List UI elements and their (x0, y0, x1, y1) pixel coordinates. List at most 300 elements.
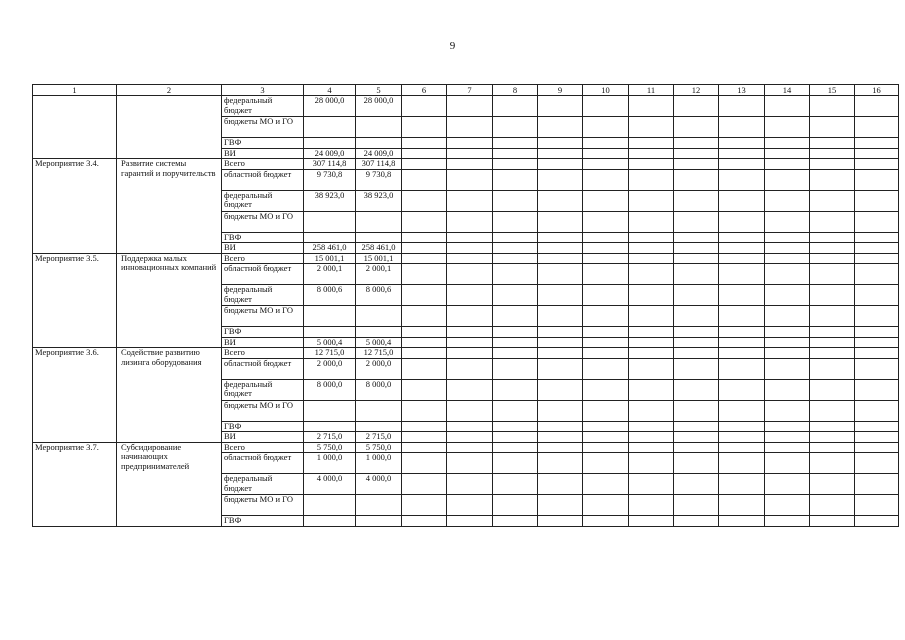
empty-cell (629, 337, 674, 348)
value-cell-col5: 38 923,0 (356, 190, 402, 211)
empty-cell (765, 285, 810, 306)
empty-cell (447, 96, 493, 117)
empty-cell (674, 253, 719, 264)
empty-cell (538, 400, 583, 421)
empty-cell (674, 243, 719, 254)
value-cell-col4: 5 750,0 (304, 442, 356, 453)
empty-cell (493, 495, 538, 516)
source-cell: федеральный бюджет (222, 96, 304, 117)
empty-cell (538, 358, 583, 379)
empty-cell (402, 400, 447, 421)
empty-cell (447, 159, 493, 170)
value-cell-col5 (356, 400, 402, 421)
empty-cell (583, 379, 629, 400)
empty-cell (810, 442, 855, 453)
empty-cell (493, 379, 538, 400)
empty-cell (538, 169, 583, 190)
value-cell-col4: 307 114,8 (304, 159, 356, 170)
empty-cell (855, 232, 899, 243)
empty-cell (538, 285, 583, 306)
source-cell: областной бюджет (222, 358, 304, 379)
value-cell-col4: 24 009,0 (304, 148, 356, 159)
empty-cell (719, 243, 765, 254)
empty-cell (719, 148, 765, 159)
empty-cell (719, 442, 765, 453)
empty-cell (810, 348, 855, 359)
event-name-cell: Развитие системы гарантий и поручительств (117, 159, 222, 254)
empty-cell (629, 264, 674, 285)
empty-cell (810, 306, 855, 327)
empty-cell (810, 495, 855, 516)
empty-cell (765, 495, 810, 516)
empty-cell (765, 243, 810, 254)
source-cell: Всего (222, 348, 304, 359)
value-cell-col4 (304, 516, 356, 527)
source-cell: федеральный бюджет (222, 285, 304, 306)
empty-cell (493, 285, 538, 306)
empty-cell (719, 253, 765, 264)
empty-cell (719, 327, 765, 338)
source-cell: Всего (222, 253, 304, 264)
empty-cell (674, 421, 719, 432)
source-cell: федеральный бюджет (222, 379, 304, 400)
empty-cell (855, 306, 899, 327)
empty-cell (810, 285, 855, 306)
funding-table (32, 84, 899, 527)
value-cell-col5: 2 715,0 (356, 432, 402, 443)
empty-cell (719, 138, 765, 149)
empty-cell (402, 138, 447, 149)
empty-cell (674, 285, 719, 306)
value-cell-col4: 9 730,8 (304, 169, 356, 190)
source-cell: ГВФ (222, 516, 304, 527)
empty-cell (493, 148, 538, 159)
value-cell-col5: 4 000,0 (356, 474, 402, 495)
empty-cell (719, 495, 765, 516)
empty-cell (538, 211, 583, 232)
empty-cell (447, 453, 493, 474)
column-header: 5 (356, 85, 402, 96)
empty-cell (447, 379, 493, 400)
empty-cell (447, 211, 493, 232)
value-cell-col4: 12 715,0 (304, 348, 356, 359)
empty-cell (447, 421, 493, 432)
source-cell: федеральный бюджет (222, 190, 304, 211)
empty-cell (810, 96, 855, 117)
empty-cell (493, 453, 538, 474)
empty-cell (765, 474, 810, 495)
column-header: 3 (222, 85, 304, 96)
empty-cell (674, 148, 719, 159)
value-cell-col5 (356, 117, 402, 138)
empty-cell (629, 474, 674, 495)
column-header: 8 (493, 85, 538, 96)
empty-cell (402, 421, 447, 432)
empty-cell (674, 306, 719, 327)
empty-cell (493, 264, 538, 285)
empty-cell (629, 400, 674, 421)
empty-cell (765, 306, 810, 327)
empty-cell (629, 148, 674, 159)
empty-cell (629, 117, 674, 138)
empty-cell (493, 138, 538, 149)
empty-cell (493, 400, 538, 421)
empty-cell (855, 432, 899, 443)
empty-cell (402, 348, 447, 359)
empty-cell (493, 516, 538, 527)
table-row (33, 96, 899, 117)
empty-cell (493, 169, 538, 190)
table-row (33, 159, 899, 170)
empty-cell (447, 348, 493, 359)
empty-cell (855, 421, 899, 432)
empty-cell (629, 211, 674, 232)
empty-cell (810, 117, 855, 138)
empty-cell (583, 169, 629, 190)
empty-cell (629, 169, 674, 190)
empty-cell (719, 516, 765, 527)
empty-cell (447, 117, 493, 138)
empty-cell (674, 379, 719, 400)
empty-cell (674, 169, 719, 190)
empty-cell (447, 495, 493, 516)
value-cell-col5 (356, 327, 402, 338)
header-row (33, 85, 899, 96)
empty-cell (765, 148, 810, 159)
empty-cell (765, 442, 810, 453)
empty-cell (629, 379, 674, 400)
empty-cell (719, 379, 765, 400)
event-name-cell (117, 96, 222, 159)
value-cell-col5: 24 009,0 (356, 148, 402, 159)
empty-cell (765, 264, 810, 285)
empty-cell (583, 264, 629, 285)
empty-cell (765, 379, 810, 400)
value-cell-col4: 5 000,4 (304, 337, 356, 348)
event-name-cell: Содействие развитию лизинга оборудования (117, 348, 222, 443)
empty-cell (674, 117, 719, 138)
empty-cell (538, 96, 583, 117)
empty-cell (447, 337, 493, 348)
column-header: 14 (765, 85, 810, 96)
empty-cell (493, 117, 538, 138)
empty-cell (674, 474, 719, 495)
empty-cell (674, 495, 719, 516)
empty-cell (810, 253, 855, 264)
empty-cell (629, 495, 674, 516)
empty-cell (447, 232, 493, 243)
empty-cell (538, 243, 583, 254)
value-cell-col5: 307 114,8 (356, 159, 402, 170)
empty-cell (493, 253, 538, 264)
value-cell-col4: 1 000,0 (304, 453, 356, 474)
value-cell-col4: 28 000,0 (304, 96, 356, 117)
value-cell-col5: 9 730,8 (356, 169, 402, 190)
source-cell: ГВФ (222, 232, 304, 243)
column-header: 13 (719, 85, 765, 96)
value-cell-col4 (304, 117, 356, 138)
empty-cell (493, 432, 538, 443)
empty-cell (855, 117, 899, 138)
value-cell-col4 (304, 421, 356, 432)
value-cell-col4: 4 000,0 (304, 474, 356, 495)
empty-cell (629, 96, 674, 117)
value-cell-col5: 12 715,0 (356, 348, 402, 359)
empty-cell (765, 253, 810, 264)
empty-cell (855, 96, 899, 117)
empty-cell (629, 327, 674, 338)
empty-cell (493, 96, 538, 117)
empty-cell (765, 432, 810, 443)
empty-cell (674, 453, 719, 474)
empty-cell (855, 327, 899, 338)
empty-cell (583, 117, 629, 138)
empty-cell (674, 327, 719, 338)
empty-cell (719, 453, 765, 474)
empty-cell (719, 400, 765, 421)
empty-cell (810, 400, 855, 421)
empty-cell (629, 421, 674, 432)
empty-cell (855, 285, 899, 306)
value-cell-col4: 15 001,1 (304, 253, 356, 264)
empty-cell (493, 474, 538, 495)
empty-cell (538, 138, 583, 149)
column-header: 7 (447, 85, 493, 96)
empty-cell (402, 474, 447, 495)
empty-cell (402, 432, 447, 443)
value-cell-col5: 258 461,0 (356, 243, 402, 254)
source-cell: ГВФ (222, 327, 304, 338)
empty-cell (493, 327, 538, 338)
empty-cell (810, 169, 855, 190)
source-cell: бюджеты МО и ГО (222, 495, 304, 516)
empty-cell (629, 432, 674, 443)
empty-cell (583, 358, 629, 379)
value-cell-col5: 2 000,1 (356, 264, 402, 285)
empty-cell (629, 442, 674, 453)
empty-cell (629, 306, 674, 327)
empty-cell (719, 264, 765, 285)
page-number: 9 (449, 40, 456, 52)
event-name-cell: Поддержка малых инновационных компаний (117, 253, 222, 348)
empty-cell (447, 327, 493, 338)
value-cell-col4 (304, 138, 356, 149)
empty-cell (493, 306, 538, 327)
empty-cell (629, 159, 674, 170)
empty-cell (447, 358, 493, 379)
empty-cell (629, 453, 674, 474)
empty-cell (855, 379, 899, 400)
empty-cell (855, 358, 899, 379)
empty-cell (765, 421, 810, 432)
event-name-cell: Субсидирование начинающих предпринимателей (117, 442, 222, 526)
empty-cell (765, 400, 810, 421)
empty-cell (810, 243, 855, 254)
empty-cell (583, 138, 629, 149)
empty-cell (538, 421, 583, 432)
source-cell: ГВФ (222, 138, 304, 149)
source-cell: федеральный бюджет (222, 474, 304, 495)
empty-cell (855, 337, 899, 348)
empty-cell (538, 148, 583, 159)
empty-cell (538, 432, 583, 443)
empty-cell (447, 190, 493, 211)
empty-cell (855, 159, 899, 170)
empty-cell (538, 474, 583, 495)
empty-cell (583, 306, 629, 327)
empty-cell (583, 190, 629, 211)
empty-cell (447, 474, 493, 495)
source-cell: бюджеты МО и ГО (222, 211, 304, 232)
column-header: 1 (33, 85, 117, 96)
event-cell (33, 96, 117, 159)
empty-cell (810, 516, 855, 527)
empty-cell (629, 190, 674, 211)
empty-cell (402, 211, 447, 232)
empty-cell (719, 474, 765, 495)
empty-cell (447, 264, 493, 285)
empty-cell (810, 337, 855, 348)
empty-cell (810, 148, 855, 159)
source-cell: ГВФ (222, 421, 304, 432)
table-row (33, 348, 899, 359)
empty-cell (583, 285, 629, 306)
empty-cell (855, 474, 899, 495)
empty-cell (765, 516, 810, 527)
empty-cell (674, 232, 719, 243)
empty-cell (402, 117, 447, 138)
empty-cell (583, 400, 629, 421)
empty-cell (810, 474, 855, 495)
empty-cell (538, 253, 583, 264)
column-header: 11 (629, 85, 674, 96)
source-cell: областной бюджет (222, 453, 304, 474)
value-cell-col5: 2 000,0 (356, 358, 402, 379)
empty-cell (810, 190, 855, 211)
empty-cell (674, 516, 719, 527)
empty-cell (538, 348, 583, 359)
empty-cell (629, 243, 674, 254)
column-header: 16 (855, 85, 899, 96)
empty-cell (765, 453, 810, 474)
empty-cell (719, 190, 765, 211)
empty-cell (402, 442, 447, 453)
empty-cell (765, 190, 810, 211)
empty-cell (402, 379, 447, 400)
empty-cell (538, 495, 583, 516)
column-header: 9 (538, 85, 583, 96)
empty-cell (583, 453, 629, 474)
empty-cell (765, 348, 810, 359)
empty-cell (674, 432, 719, 443)
empty-cell (583, 327, 629, 338)
empty-cell (583, 96, 629, 117)
empty-cell (719, 432, 765, 443)
empty-cell (402, 516, 447, 527)
empty-cell (447, 442, 493, 453)
empty-cell (583, 243, 629, 254)
empty-cell (447, 432, 493, 443)
empty-cell (719, 169, 765, 190)
empty-cell (855, 453, 899, 474)
empty-cell (583, 253, 629, 264)
column-header: 4 (304, 85, 356, 96)
empty-cell (447, 285, 493, 306)
empty-cell (493, 159, 538, 170)
empty-cell (719, 337, 765, 348)
empty-cell (583, 337, 629, 348)
value-cell-col4: 2 715,0 (304, 432, 356, 443)
empty-cell (719, 211, 765, 232)
empty-cell (583, 348, 629, 359)
empty-cell (583, 432, 629, 443)
empty-cell (810, 379, 855, 400)
empty-cell (629, 138, 674, 149)
column-header: 10 (583, 85, 629, 96)
value-cell-col5: 1 000,0 (356, 453, 402, 474)
empty-cell (810, 327, 855, 338)
empty-cell (629, 285, 674, 306)
empty-cell (674, 96, 719, 117)
value-cell-col4: 38 923,0 (304, 190, 356, 211)
empty-cell (493, 421, 538, 432)
value-cell-col4 (304, 232, 356, 243)
value-cell-col4: 8 000,0 (304, 379, 356, 400)
empty-cell (493, 232, 538, 243)
table-row (33, 442, 899, 453)
empty-cell (765, 138, 810, 149)
empty-cell (765, 327, 810, 338)
event-cell: Мероприятие 3.4. (33, 159, 117, 254)
empty-cell (855, 400, 899, 421)
value-cell-col5: 5 750,0 (356, 442, 402, 453)
column-header: 12 (674, 85, 719, 96)
table-row (33, 253, 899, 264)
empty-cell (810, 421, 855, 432)
empty-cell (629, 232, 674, 243)
source-cell: ВИ (222, 432, 304, 443)
empty-cell (493, 358, 538, 379)
empty-cell (855, 516, 899, 527)
empty-cell (674, 190, 719, 211)
value-cell-col5 (356, 495, 402, 516)
value-cell-col5: 5 000,4 (356, 337, 402, 348)
empty-cell (719, 232, 765, 243)
empty-cell (765, 358, 810, 379)
empty-cell (810, 138, 855, 149)
value-cell-col5 (356, 306, 402, 327)
empty-cell (810, 159, 855, 170)
empty-cell (855, 211, 899, 232)
value-cell-col5: 8 000,6 (356, 285, 402, 306)
empty-cell (583, 211, 629, 232)
source-cell: областной бюджет (222, 169, 304, 190)
empty-cell (629, 358, 674, 379)
empty-cell (402, 285, 447, 306)
empty-cell (719, 421, 765, 432)
empty-cell (402, 232, 447, 243)
empty-cell (719, 358, 765, 379)
value-cell-col5 (356, 211, 402, 232)
empty-cell (447, 138, 493, 149)
empty-cell (855, 243, 899, 254)
value-cell-col4 (304, 211, 356, 232)
empty-cell (810, 453, 855, 474)
empty-cell (674, 264, 719, 285)
empty-cell (447, 253, 493, 264)
value-cell-col5: 8 000,0 (356, 379, 402, 400)
empty-cell (493, 211, 538, 232)
